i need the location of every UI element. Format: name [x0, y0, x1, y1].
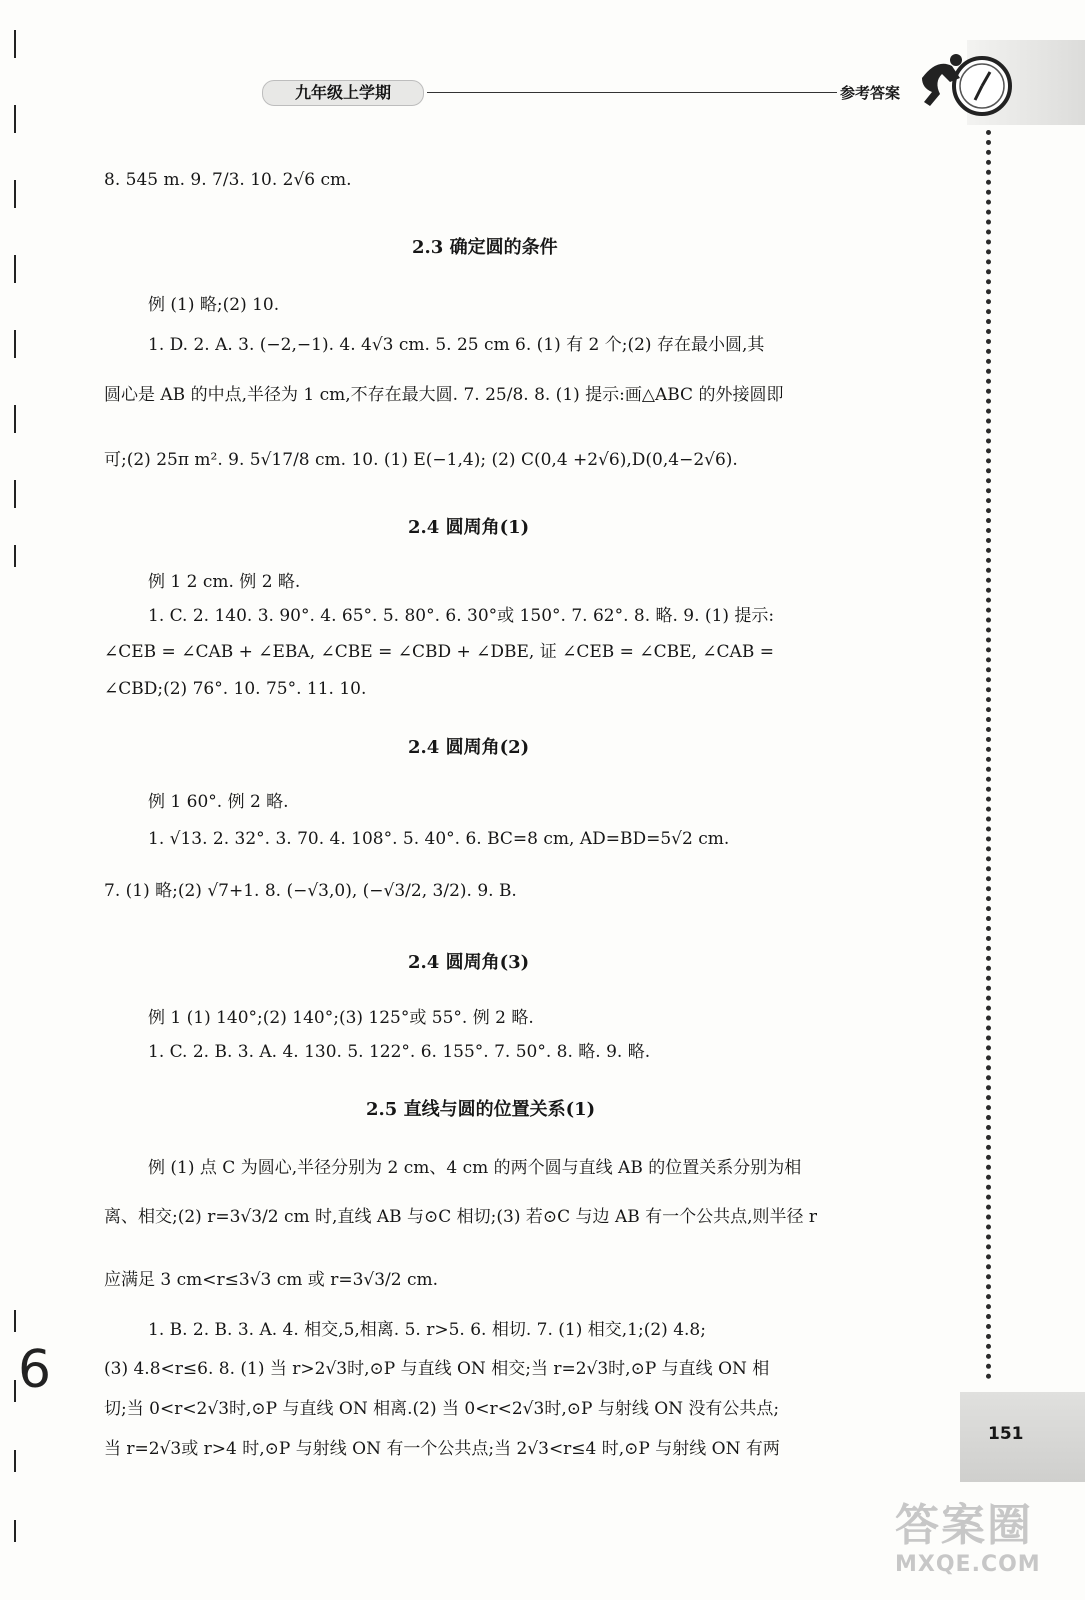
answer-line: 例 1 60°. 例 2 略.: [148, 792, 289, 812]
page-number-tab: [960, 1392, 1085, 1482]
answer-line: (3) 4.8<r≤6. 8. (1) 当 r>2√3时,⊙P 与直线 ON 相交;当 r=2√3时,⊙P 与直线 ON 相: [104, 1359, 770, 1379]
answer-line: 圆心是 AB 的中点,半径为 1 cm,不存在最大圆. 7. 25/8. 8. (1) 提示:画△ABC 的外接圆即: [104, 385, 784, 405]
header-rule: [427, 92, 837, 93]
answer-line: 8. 545 m. 9. 7/3. 10. 2√6 cm.: [104, 170, 352, 190]
section-heading: 2.4 圆周角(3): [408, 952, 530, 973]
answer-line: 例 1 2 cm. 例 2 略.: [148, 572, 301, 592]
handwritten-mark: 6: [18, 1340, 52, 1400]
page-header: [262, 76, 1022, 116]
dotted-divider: [986, 130, 991, 1380]
section-heading: 2.4 圆周角(1): [408, 517, 530, 538]
section-heading: 2.4 圆周角(2): [408, 737, 530, 758]
answer-line: 应满足 3 cm<r≤3√3 cm 或 r=3√3/2 cm.: [104, 1270, 439, 1290]
answer-line: 7. (1) 略;(2) √7+1. 8. (−√3,0), (−√3/2, 3/2). 9. B.: [104, 881, 517, 901]
answer-line: 例 (1) 略;(2) 10.: [148, 295, 280, 315]
page-number: 151: [988, 1424, 1024, 1444]
answer-line: 切;当 0<r<2√3时,⊙P 与直线 ON 相离.(2) 当 0<r<2√3时,⊙P 与射线 ON 没有公共点;: [104, 1399, 780, 1419]
answer-line: ∠CBD;(2) 76°. 10. 75°. 11. 10.: [104, 679, 367, 699]
answer-line: 1. D. 2. A. 3. (−2,−1). 4. 4√3 cm. 5. 25 cm 6. (1) 有 2 个;(2) 存在最小圆,其: [148, 335, 765, 355]
answer-line: ∠CEB = ∠CAB + ∠EBA, ∠CBE = ∠CBD + ∠DBE, 证 ∠CEB = ∠CBE, ∠CAB =: [104, 642, 774, 662]
header-left-label: 九年级上学期: [262, 80, 424, 106]
runner-compass-logo: [912, 48, 1012, 120]
answer-line: 1. C. 2. B. 3. A. 4. 130. 5. 122°. 6. 155°. 7. 50°. 8. 略. 9. 略.: [148, 1042, 651, 1062]
watermark-text: 答案圈: [895, 1500, 1033, 1551]
answer-line: 1. B. 2. B. 3. A. 4. 相交,5,相离. 5. r>5. 6. 相切. 7. (1) 相交,1;(2) 4.8;: [148, 1320, 706, 1340]
answer-line: 1. √13. 2. 32°. 3. 70. 4. 108°. 5. 40°. 6. BC=8 cm, AD=BD=5√2 cm.: [148, 829, 730, 849]
section-heading: 2.3 确定圆的条件: [412, 237, 558, 258]
header-right-label: 参考答案: [840, 84, 901, 102]
section-heading: 2.5 直线与圆的位置关系(1): [366, 1099, 596, 1120]
answer-line: 当 r=2√3或 r>4 时,⊙P 与射线 ON 有一个公共点;当 2√3<r≤4 时,⊙P 与射线 ON 有两: [104, 1439, 780, 1459]
answer-line: 例 1 (1) 140°;(2) 140°;(3) 125°或 55°. 例 2 略.: [148, 1008, 534, 1028]
answer-line: 例 (1) 点 C 为圆心,半径分别为 2 cm、4 cm 的两个圆与直线 AB 的位置关系分别为相: [148, 1158, 802, 1178]
watermark-url: MXQE.COM: [895, 1552, 1041, 1577]
answer-line: 可;(2) 25π m². 9. 5√17/8 cm. 10. (1) E(−1,4); (2) C(0,4 +2√6),D(0,4−2√6).: [104, 450, 738, 470]
answer-line: 离、相交;(2) r=3√3/2 cm 时,直线 AB 与⊙C 相切;(3) 若⊙C 与边 AB 有一个公共点,则半径 r: [104, 1207, 818, 1227]
binding-marks: [14, 30, 22, 1570]
answer-line: 1. C. 2. 140. 3. 90°. 4. 65°. 5. 80°. 6. 30°或 150°. 7. 62°. 8. 略. 9. (1) 提示:: [148, 606, 775, 626]
watermark: [895, 1500, 1080, 1595]
